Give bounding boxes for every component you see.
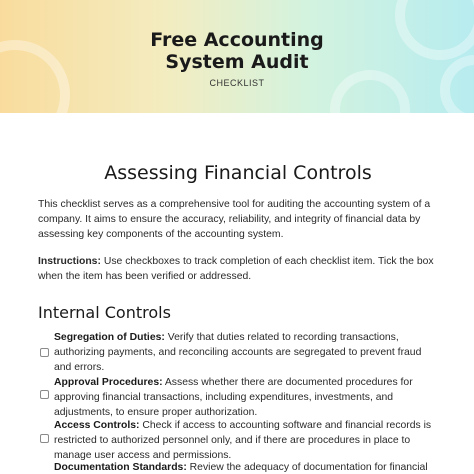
checkbox[interactable]: [40, 348, 49, 357]
checkbox[interactable]: [40, 390, 49, 399]
checklist-item-description: Verify that duties related to recording transactions, authorizing payments, and reconciling accounts are segregated to prevent fraud and errors.: [54, 332, 422, 373]
document-subtitle: CHECKLIST: [209, 78, 265, 88]
document-title-line-2: System Audit: [165, 51, 309, 73]
document-title-line-1: Free Accounting: [150, 29, 324, 51]
checklist-item-segregation: [38, 330, 438, 375]
checklist-item-documentation: [38, 460, 438, 474]
header-banner: [0, 0, 474, 113]
checklist-item-description: Assess whether there are documented procedures for approving financial transactions, including expenditures, investments, and adjustments, to ensure proper authorization.: [54, 377, 413, 418]
checklist-item-description: Check if access to accounting software and financial records is restricted to authorized personnel only, and if there are procedures in place to manage user access and permissions.: [54, 420, 432, 461]
checklist-item-label: Access Controls:: [54, 420, 140, 431]
checklist-item-description: Review the adequacy of documentation for financial: [186, 462, 428, 473]
checklist-item-approval: [38, 375, 438, 420]
instructions-text: Use checkboxes to track completion of each checklist item. Tick the box when the item has been verified or addressed.: [38, 256, 434, 282]
document-body: [38, 160, 438, 473]
checkbox[interactable]: [40, 434, 49, 443]
internal-controls-heading: Internal Controls: [38, 303, 171, 322]
checklist-item-label: Segregation of Duties:: [54, 332, 165, 343]
checklist-item-access: [38, 418, 438, 463]
intro-paragraph: This checklist serves as a comprehensive tool for auditing the accounting system of a company. It aims to ensure the accuracy, reliability, and integrity of financial data by assessing key components of the accounting system.: [38, 199, 431, 240]
checklist-item-text: [54, 460, 439, 474]
instructions-paragraph: [38, 254, 438, 284]
checklist-item-label: Approval Procedures:: [54, 377, 163, 388]
checklist-item-text: [54, 418, 439, 463]
checklist-item-text: [54, 375, 439, 420]
section-title: Assessing Financial Controls: [104, 162, 372, 184]
decorative-ring: [330, 70, 410, 113]
instructions-label: Instructions:: [38, 256, 101, 267]
checklist-item-text: [54, 330, 439, 375]
checklist-item-label: Documentation Standards:: [54, 462, 187, 473]
